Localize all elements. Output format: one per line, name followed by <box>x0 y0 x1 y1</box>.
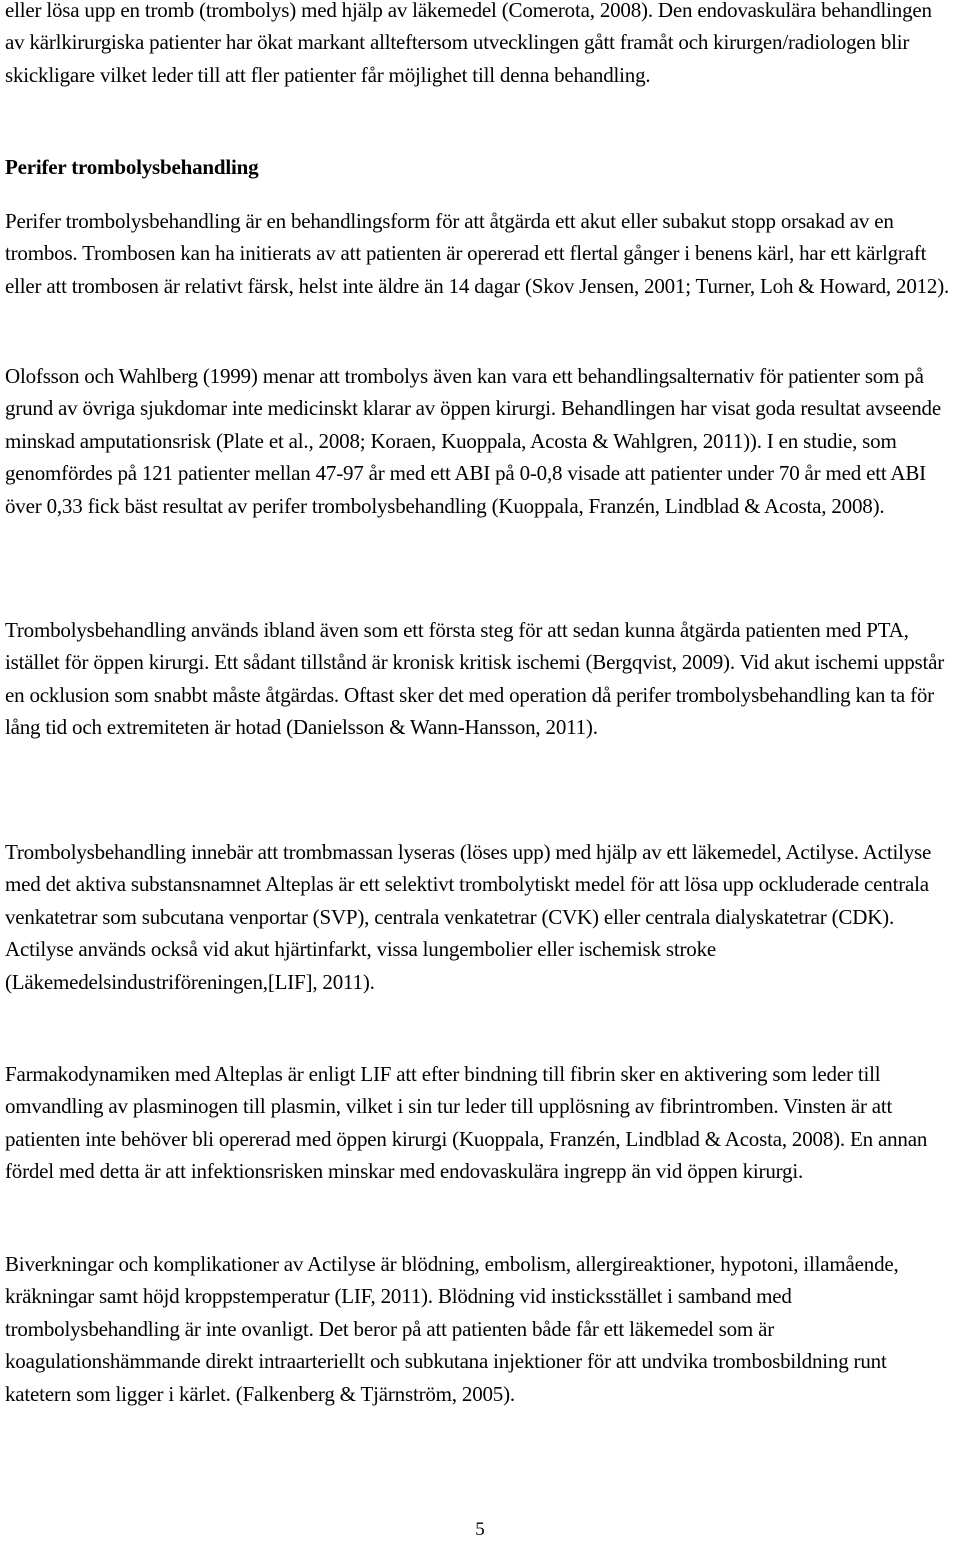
paragraph-ischemia: Trombolysbehandling används ibland även som ett första steg för att sedan kunna åtgärda patienten med PTA, istället för öppen kirurgi. Ett sådant tillstånd är kronisk kritisk ischemi (Bergqvist, 2009). Vid akut ischemi uppstår en ocklusion som snabbt måste åtgärdas. Oftast sker det med operation då perifer trombolysbehandling kan ta för lång tid och extremiteten är hotad (Danielsson & Wann-Hansson, 2011). <box>5 618 945 740</box>
paragraph-treatment-results: Olofsson och Wahlberg (1999) menar att trombolys även kan vara ett behandlingsalternativ för patienter som på grund av övriga sjukdomar inte medicinskt klarar av öppen kirurgi. Behandlingen har visat goda resultat avseende minskad amputationsrisk (Plate et al., 2008; Koraen, Kuoppala, Acosta & Wahlgren, 2011)). I en studie, som genomfördes på 121 patienter mellan 47-97 år med ett ABI på 0-0,8 visade att patienter under 70 år med ett ABI över 0,33 fick bäst resultat av perifer trombolysbehandling (Kuoppala, Franzén, Lindblad & Acosta, 2008). <box>5 364 941 518</box>
paragraph-side-effects: Biverkningar och komplikationer av Actilyse är blödning, embolism, allergireaktioner, hypotoni, illamående, kräkningar samt höjd kroppstemperatur (LIF, 2011). Blödning vid insticksstället i samband med trombolysbehandling är inte ovanligt. Det beror på att patienten både får ett läkemedel som är koagulationshämmande direkt intraarteriellt och subkutana injektioner för att undvika trombosbildning runt katetern som ligger i kärlet. (Falkenberg & Tjärnström, 2005). <box>5 1252 899 1406</box>
intro-paragraph: eller lösa upp en tromb (trombolys) med hjälp av läkemedel (Comerota, 2008). Den endovaskulära behandlingen av kärlkirurgiska patienter har ökat markant allteftersom utvecklingen gått framåt och kirurgen/radiologen blir skickligare vilket leder till att fler patienter får möjlighet till denna behandling. <box>5 0 932 87</box>
paragraph-pharmacodynamics: Farmakodynamiken med Alteplas är enligt LIF att efter bindning till fibrin sker en aktivering som leder till omvandling av plasminogen till plasmin, vilket i sin tur leder till upplösning av fibrintromben. Vinsten är att patienten inte behöver bli opererad med öppen kirurgi (Kuoppala, Franzén, Lindblad & Acosta, 2008). En annan fördel med detta är att infektionsrisken minskar med endovaskulära ingrepp än vid öppen kirurgi. <box>5 1062 928 1184</box>
page-number: 5 <box>475 1519 485 1540</box>
paragraph-definition: Perifer trombolysbehandling är en behandlingsform för att åtgärda ett akut eller subakut stopp orsakad av en trombos. Trombosen kan ha initierats av att patienten är opererad ett flertal gånger i benens kärl, har ett kärlgraft eller att trombosen är relativt färsk, helst inte äldre än 14 dagar (Skov Jensen, 2001; Turner, Loh & Howard, 2012). <box>5 209 950 298</box>
section-heading: Perifer trombolysbehandling <box>5 155 259 179</box>
paragraph-actilyse: Trombolysbehandling innebär att trombmassan lyseras (löses upp) med hjälp av ett läkemedel, Actilyse. Actilyse med det aktiva substansnamnet Alteplas är ett selektivt trombolytiskt medel för att lösa upp ockluderade centrala venkatetrar som subcutana venportar (SVP), centrala venkatetrar (CVK) eller centrala dialyskatetrar (CDK). Actilyse används också vid akut hjärtinfarkt, vissa lungembolier eller ischemisk stroke (Läkemedelsindustriföreningen,[LIF], 2011). <box>5 840 932 994</box>
